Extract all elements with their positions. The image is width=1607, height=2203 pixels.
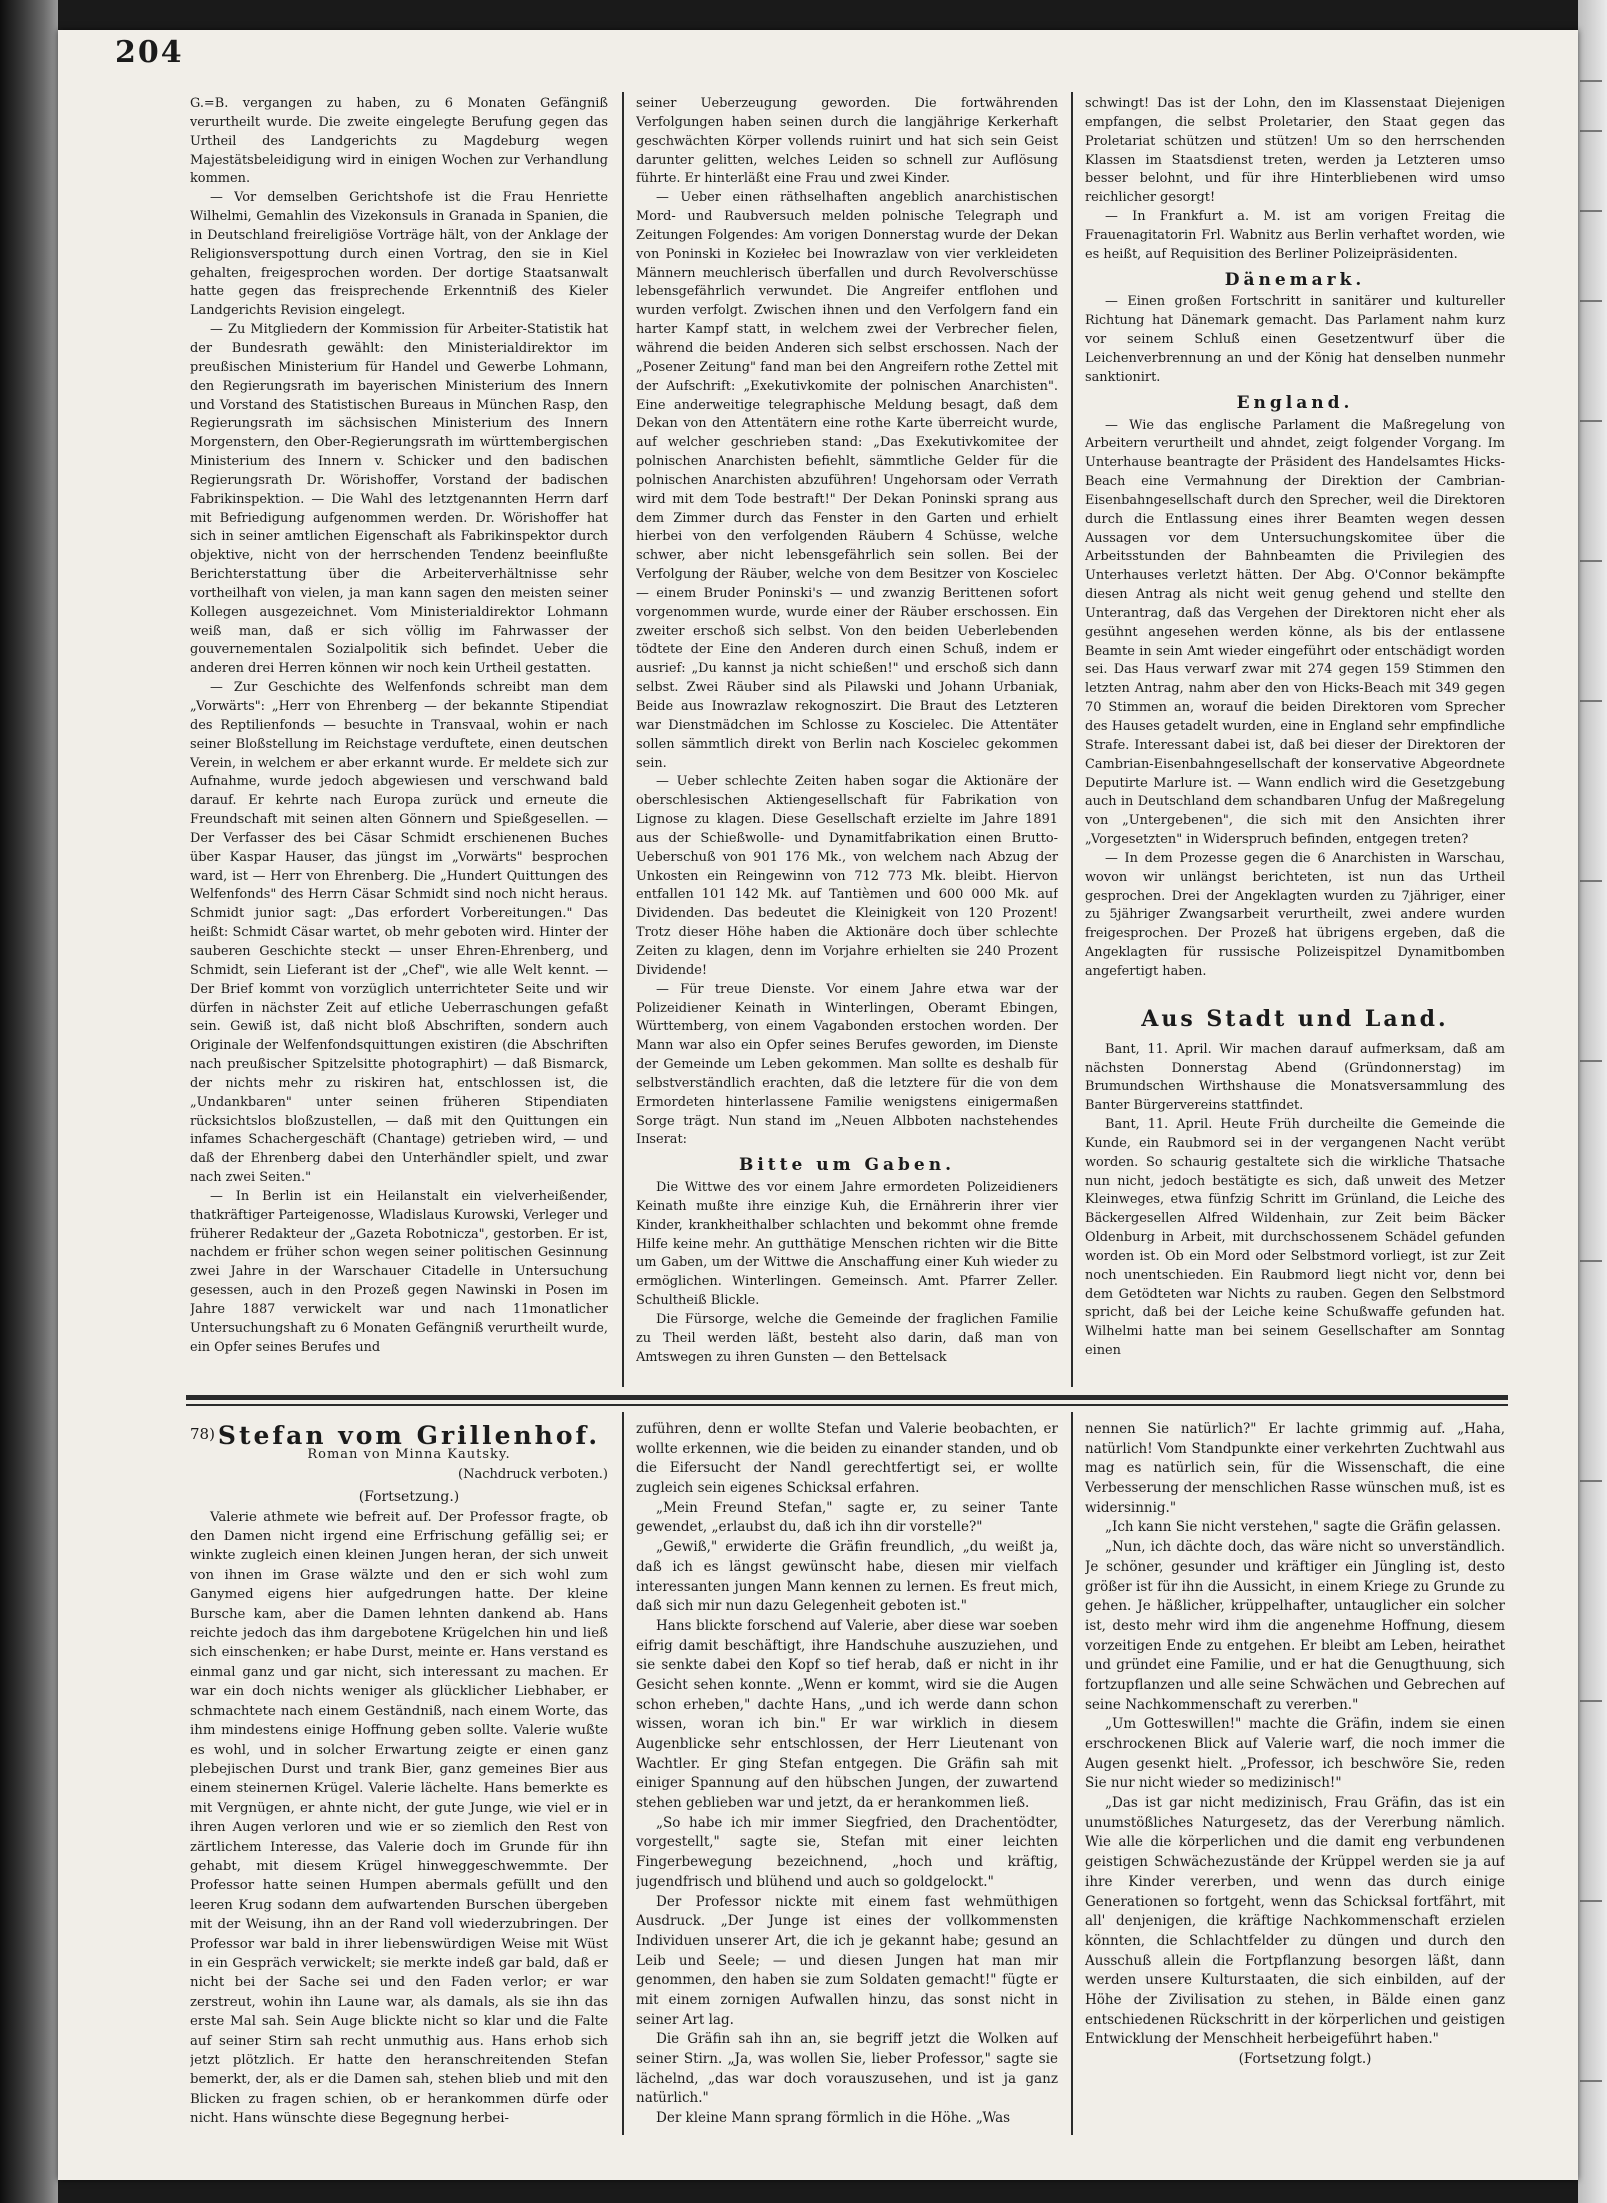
novel-paragraph: „Mein Freund Stefan," sagte er, zu seiner Tante gewendet, „erlaubst du, daß ich ihn dir vorstelle?" xyxy=(636,1499,1058,1536)
novel-column-middle xyxy=(636,1420,1058,2135)
section-heading-local: Aus Stadt und Land. xyxy=(1141,1005,1449,1032)
novel-paragraph: „Nun, ich dächte doch, das wäre nicht so unverständlich. Je schöner, gesunder und kräftiger ein Jüngling ist, desto größer ist für ihn die Aussicht, in einem Kriege zu Grunde zu gehen. Je häßlicher, krüppelhafter, untauglicher ein solcher ist, desto mehr wird ihm die angenehme Hoffnung, diesem vorzeitigen Ende zu entgehen. Er bleibt am Leben, heirathet und gründet eine Familie, und er hat die Genugthuung, sich fortzupflanzen und alle seine Schwächen und Gebrechen auf seine Nachkommenschaft zu vererben." xyxy=(1085,1539,1505,1713)
column-divider xyxy=(1071,1412,1073,2135)
news-item: — Für treue Dienste. Vor einem Jahre etwa war der Polizeidiener Keinath in Winterlingen, Oberamt Ebingen, Württemberg, von einem Vagabonden erstochen worden. Der Mann war also ein Opfer seines Berufes geworden, im Dienste der Gemeinde um Leben gekommen. Man sollte es deshalb für selbstverständlich erachten, daß die letztere für die von dem Ermordeten hinterlassene Familie wenigstens einigermaßen Sorge trägt. Nun stand im „Neuen Albboten nachstehendes Inserat: xyxy=(636,981,1058,1148)
news-item: — In Berlin ist ein Heilanstalt ein vielverheißender, thatkräftiger Parteigenosse, Wladislaus Kurowski, Verleger und früherer Redakteur der „Gazeta Robotnicza", gestorben. Er ist, nachdem er früher schon wegen seiner politischen Gesinnung zwei Jahre in der Warschauer Citadelle in Untersuchung gesessen, auch in den Prozeß gegen Nawinski in Posen im Jahre 1887 verwickelt war und nach 11monatlicher Untersuchungshaft zu 6 Monaten Gefängniß verurtheilt wurde, ein Opfer seines Berufes und xyxy=(190,1188,608,1355)
novel-paragraph: Die Gräfin sah ihn an, sie begriff jetzt die Wolken auf seiner Stirn. „Ja, was wollen Sie, lieber Professor," sagte sie lächelnd, „das war doch vorauszusehen, und ist ja ganz natürlich." xyxy=(636,2031,1058,2107)
news-item: — Wie das englische Parlament die Maßregelung von Arbeitern verurtheilt und ahndet, zeigt folgender Vorgang. Im Unterhause beantragte der Präsident des Handelsamtes Hicks-Beach eine Vermahnung der Direktion der Cambrian-Eisenbahngesellschaft durch den Sprecher, weil die Direktoren durch die Entlassung eines ihrer Beamten wegen dessen Aussagen vor dem Untersuchungskomitee über die Arbeitsstunden der Bahnbeamten die Privilegien des Unterhauses verletzt hätten. Der Abg. O'Connor bekämpfte diesen Antrag als nicht weit genug gehend und stellte den Unterantrag, daß das Vergehen der Direktoren nicht eher als gesühnt angesehen werden könne, als bis der entlassene Beamte in sein Amt wieder eingeführt oder entschädigt worden sei. Das Haus verwarf zwar mit 274 gegen 159 Stimmen den letzten Antrag, nahm aber den von Hicks-Beach mit 349 gegen 70 Stimmen an, worauf die beiden Direktoren vom Sprecher des Hauses getadelt wurden, eine in England sehr empfindliche Strafe. Interessant dabei ist, daß bei dieser der Direktoren der Cambrian-Eisenbahngesellschaft der konservative Abgeordnete Deputirte Marlure ist. — Wann endlich wird die Gesetzgebung auch in Deutschland dem schandbaren Unfug der Maßregelung von „Untergebenen", die sich mit den Ansichten ihrer „Vorgesetzten" in Widerspruch befinden, entgegen treten? xyxy=(1085,417,1505,848)
news-item: Bant, 11. April. Wir machen darauf aufmerksam, daß am nächsten Donnerstag Abend (Gründonnerstag) im Brumundschen Wirthshause die Monatsversammlung des Banter Bürgervereins stattfindet. xyxy=(1085,1041,1505,1114)
news-column-right xyxy=(1085,95,1505,1383)
news-item: — Zu Mitgliedern der Kommission für Arbeiter-Statistik hat der Bundesrath gewählt: den Ministerialdirektor im preußischen Ministerium für Handel und Gewerbe Lohmann, den Regierungsrath im bayerischen Ministerium des Innern und Vorstand des Statistischen Bureaus in München Rasp, den Regierungsrath im sächsischen Ministerium des Innern Morgenstern, den Ober-Regierungsrath im württembergischen Ministerium des Innern v. Schicker und den badischen Regierungsrath Dr. Wörishoffer, Vorstand der badischen Fabrikinspektion. — Die Wahl des letztgenannten Herrn darf mit Befriedigung aufgenommen werden. Dr. Wörishoffer hat sich in seiner amtlichen Eigenschaft als Fabrikinspektor durch objektive, nicht von der herrschenden Tendenz beeinflußte Berichterstattung über die Arbeiterverhältnisse sehr vortheilhaft von vielen, ja man kann sagen den meisten seiner Kollegen ausgezeichnet. Vom Ministerialdirektor Lohmann weiß man, daß er sich völlig im Fahrwasser der gouvernementalen Sozialpolitik sich befindet. Ueber die anderen drei Herren können wir noch kein Urtheil gestatten. xyxy=(190,322,608,677)
news-column-left xyxy=(190,95,608,1383)
news-item: Bant, 11. April. Heute Früh durcheilte die Gemeinde die Kunde, ein Raubmord sei in der vergangenen Nacht verübt worden. So schaurig gestaltete sich die wirkliche Thatsache nun nicht, jedoch bestätigte es sich, daß unweit des Metzer Kleinweges, etwa fünfzig Schritt im Grünland, die Leiche des Bäckergesellen Alfred Wildenhain, zur Zeit beim Bäcker Oldenburg in Arbeit, mit durchschossenem Schädel gefunden worden ist. Ob ein Mord oder Selbstmord vorliegt, ist zur Zeit noch unentschieden. Ein Raubmord liegt nicht vor, denn bei dem Getödteten war Nichts zu rauben. Gegen den Selbstmord spricht, daß bei der Leiche keine Schußwaffe gefunden hat. Wilhelmi hatte man bei seinem Gesellschafter am Sonntag einen xyxy=(1085,1117,1505,1359)
column-divider xyxy=(1071,92,1073,1387)
novel-paragraph: „Um Gotteswillen!" machte die Gräfin, indem sie einen erschrockenen Blick auf Valerie warf, die noch immer die Augen gesenkt hielt. „Professor, ich beschwöre Sie, reden Sie nur nicht wieder so medizinisch!" xyxy=(1085,1716,1505,1792)
next-page-edge xyxy=(1578,0,1607,2203)
feuilleton-divider-thin xyxy=(186,1404,1508,1406)
novel-paragraph: nennen Sie natürlich?" Er lachte grimmig auf. „Haha, natürlich! Vom Standpunkte einer verkehrten Zuchtwahl aus mag es natürlich sein, für die Wissenschaft, die eine Verbesserung der menschlichen Rasse wünschen muß, ist es widersinnig." xyxy=(1085,1421,1505,1516)
news-item: G.=B. vergangen zu haben, zu 6 Monaten Gefängniß verurtheilt wurde. Die zweite eingelegte Berufung gegen das Urtheil des Landgerichts zu Magdeburg wegen Majestätsbeleidigung wird in einigen Wochen zur Verhandlung kommen. xyxy=(190,96,608,187)
news-item: — Ueber schlechte Zeiten haben sogar die Aktionäre der oberschlesischen Aktiengesellschaft für Fabrikation von Lignose zu klagen. Diese Gesellschaft erzielte im Jahre 1891 aus der Schießwolle- und Dynamitfabrikation einen Brutto-Ueberschuß von 901 176 Mk., von welchem nach Abzug der Unkosten ein Reingewinn von 712 773 Mk. bleibt. Hiervon entfallen 101 142 Mk. auf Tantièmen und 600 000 Mk. auf Dividenden. Das bedeutet die Kleinigkeit von 120 Prozent! Trotz dieser Höhe haben die Aktionäre doch über schlechte Zeiten zu klagen, denn im Vorjahre erhielten sie 240 Prozent Dividende! xyxy=(636,774,1058,978)
reprint-notice: (Nachdruck verboten.) xyxy=(458,1466,608,1482)
novel-column-right xyxy=(1085,1420,1505,2135)
continuation-label: (Fortsetzung.) xyxy=(358,1489,460,1506)
novel-title: Stefan vom Grillenhof. xyxy=(217,1421,601,1450)
novel-paragraph: „Das ist gar nicht medizinisch, Frau Gräfin, das ist ein unumstößliches Naturgesetz, das der Vererbung nämlich. Wie alle die körperlichen und die damit eng verbundenen geistigen Schwächezustände der Krüppel werden sie ja auf ihre Kinder vererben, und wenn das durch einige Generationen so fortgeht, wenn das Schicksal fortfährt, mit all' denjenigen, die kräftige Nachkommenschaft erzielen könnten, die Schlachtfelder zu düngen und durch den Ausschuß allein die Fortpflanzung besorgen läßt, dann werden unsere Kulturstaaten, die sich einbilden, auf der Höhe der Zivilisation zu stehen, in Bälde einen ganz entschiedenen Rückschritt in der körperlichen und geistigen Entwicklung der Menschheit herbeigeführt haben." xyxy=(1085,1795,1505,2048)
installment-number: 78) xyxy=(190,1425,215,1443)
novel-column-left xyxy=(190,1420,608,2135)
column-divider xyxy=(622,1412,624,2135)
novel-paragraph: „So habe ich mir immer Siegfried, den Drachentödter, vorgestellt," sagte sie, Stefan mit einer leichten Fingerbewegung bezeichnend, „hoch und kräftig, jugendfrisch und blühend und auch so goldgelockt." xyxy=(636,1814,1058,1890)
novel-paragraph: zuführen, denn er wollte Stefan und Valerie beobachten, er wollte erkennen, wie die beiden zu einander standen, und ob die Eifersucht der Nandl gerechtfertigt sei, er wollte zugleich sein eigenes Schicksal erfahren. xyxy=(636,1421,1058,1497)
news-item: — In dem Prozesse gegen die 6 Anarchisten in Warschau, wovon wir unlängst berichteten, ist nun das Urtheil gesprochen. Drei der Angeklagten wurden zu 7jähriger, einer zu 5jähriger Zwangsarbeit verurtheilt, zwei andere wurden freigesprochen. Der Prozeß hat übrigens ergeben, daß die Angeklagten für russische Polizeispitzel Dynamitbomben angefertigt haben. xyxy=(1085,850,1505,979)
advertisement-heading: Bitte um Gaben. xyxy=(738,1155,956,1176)
news-item: — Zur Geschichte des Welfenfonds schreibt man dem „Vorwärts": „Herr von Ehrenberg — der bekannte Stipendiat des Reptilienfonds — besuchte in Transvaal, wohin er nach seiner Bloßstellung im Reichstage verduftete, einen deutschen Verein, in welchem er aber erkannt wurde. Er meldete sich zur Aufnahme, wurde jedoch abgewiesen und verschwand bald darauf. Er kehrte nach Europa zurück und erneute die Freundschaft mit seinen alten Gönnern und Spießgesellen. — Der Verfasser des bei Cäsar Schmidt erschienenen Buches über Kaspar Hauser, das jüngst im „Vorwärts" besprochen ward, ist — Herr von Ehrenberg. Die „Hundert Quittungen des Welfenfonds" des Herrn Cäsar Schmidt sind noch nicht heraus. Schmidt junior sagt: „Das erfordert Vorbereitungen." Das heißt: Schmidt Cäsar wartet, ob mehr geboten wird. Hinter der sauberen Geschichte steckt — unser Ehren-Ehrenberg, und Schmidt, sein Lieferant ist der „Chef", wie alle Welt kennt. — Der Brief kommt von vorzüglich unterrichteter Seite und wir dürfen in nächster Zeit auf etliche Ueberraschungen gefaßt sein. Gewiß ist, daß nicht bloß Abschriften, sondern auch Originale der Welfenfondsquittungen existiren (die Abschriften nach preußischer Spitzelsitte photographirt) — daß Bismarck, der nichts mehr zu riskiren hat, entschlossen ist, die „Undankbaren" unter seinen früheren Stipendiaten rücksichtslos bloßzustellen, — daß mit den Quittungen ein infames Schachergeschäft (Chantage) getrieben wird, — und daß der Ehrenberg dabei den Unterhändler spielt, und zwar nach zwei Seiten." xyxy=(190,680,608,1186)
news-item: Die Fürsorge, welche die Gemeinde der fraglichen Familie zu Theil werden läßt, besteht also darin, daß man von Amtswegen zu ihren Gunsten — den Bettelsack xyxy=(636,1312,1058,1365)
news-item: — Vor demselben Gerichtshofe ist die Frau Henriette Wilhelmi, Gemahlin des Vizekonsuls in Granada in Spanien, die in Deutschland freireligiöse Vorträge hält, von der Anklage der Religionsverspottung durch einen Vortrag, den sie in Kiel gehalten, freigesprochen worden. Der dortige Staatsanwalt hatte gegen das freisprechende Erkenntniß des Kieler Landgerichts Revision eingelegt. xyxy=(190,190,608,319)
to-be-continued-label: (Fortsetzung folgt.) xyxy=(1238,2051,1372,2067)
news-column-middle xyxy=(636,95,1058,1383)
novel-paragraph: Hans blickte forschend auf Valerie, aber diese war soeben eifrig damit beschäftigt, ihre Handschuhe auszuziehen, und sie senkte dabei den Kopf so tief herab, daß er nicht in ihr Gesicht sehen konnte. „Wenn er kommt, wird sie die Augen schon erheben," dachte Hans, „und ich werde dann schon wissen, woran ich bin." Er war wirklich in diesem Augenblicke sehr entschlossen, der Herr Lieutenant von Wachtler. Er ging Stefan entgegen. Die Gräfin sah mit einiger Spannung auf den hübschen Jungen, der zuwartend stehen geblieben war und jetzt, da er herankommen ließ. xyxy=(636,1617,1058,1812)
novel-paragraph: „Ich kann Sie nicht verstehen," sagte die Gräfin gelassen. xyxy=(1105,1519,1501,1536)
column-divider xyxy=(622,92,624,1387)
novel-paragraph: „Gewiß," erwiderte die Gräfin freundlich, „du weißt ja, daß ich es längst gewünscht habe, diesen mir vielfach interessanten jungen Mann kennen zu lernen. Es freut mich, daß sich mir nun dazu Gelegenheit geboten ist." xyxy=(636,1539,1058,1615)
news-item: — Einen großen Fortschritt in sanitärer und kultureller Richtung hat Dänemark gemacht. Das Parlament nahm kurz vor seinem Schluß einen Gesetzentwurf über die Leichenverbrennung an und der König hat denselben nunmehr sanktionirt. xyxy=(1085,294,1505,385)
news-item: schwingt! Das ist der Lohn, den im Klassenstaat Diejenigen empfangen, die selbst Proletarier, den Staat gegen das Proletariat schützen und stützen! Um so den herrschenden Klassen im Staatsdienst treten, werden ja Letzteren umso besser belohnt, und für ihre Hinterbliebenen wird umso reichlicher gesorgt! xyxy=(1085,96,1505,206)
news-item: — In Frankfurt a. M. ist am vorigen Freitag die Frauenagitatorin Frl. Wabnitz aus Berlin verhaftet worden, wie es heißt, auf Requisition des Berliner Polizeipräsidenten. xyxy=(1085,209,1505,262)
novel-paragraph: Der Professor nickte mit einem fast wehmüthigen Ausdruck. „Der Junge ist eines der vollkommensten Individuen unserer Art, die ich je gekannt habe; gesund an Leib und Seele; — und diesen Jungen hat man mir genommen, den haben sie zum Soldaten gemacht!" fügte er mit einem zornigen Aufwallen hinzu, das sonst nicht in seiner Art lag. xyxy=(636,1893,1058,2028)
news-item: seiner Ueberzeugung geworden. Die fortwährenden Verfolgungen haben seinen durch die langjährige Kerkerhaft geschwächten Körper vollends ruinirt und hat sich sein Geist darunter gelitten, welches Leiden so schnell zur Auflösung führte. Er hinterläßt eine Frau und zwei Kinder. xyxy=(636,96,1058,187)
novel-author: Roman von Minna Kautsky. xyxy=(307,1447,511,1463)
novel-paragraph: Valerie athmete wie befreit auf. Der Professor fragte, ob den Damen nicht irgend eine Erfrischung gefällig sei; er winkte zugleich einen kleinen Jungen heran, der sich unweit von ihnen im Grase wälzte und den er sich wohl zum Ganymed eigens hier aufgedrungen hatte. Der kleine Bursche kam, aber die Damen lehnten dankend ab. Hans reichte jedoch das ihm dargebotene Krügelchen hin und ließ sich einschenken; er habe Durst, meinte er. Hans verstand es einmal ganz und gar nicht, sich interessant zu machen. Er war ein doch nichts weniger als glücklicher Liebhaber, er schmachtete nach einem Geständniß, nach einem Worte, das ihm mindestens einige Hoffnung geben sollte. Valerie wußte es wohl, und in solcher Erwartung zeigte er einen ganz plebejischen Durst und trank Bier, ganz gemeines Bier aus einem steinernen Krügel. Valerie lächelte. Hans bemerkte es mit Vergnügen, er ahnte nicht, der gute Junge, wie viel er in ihren Augen verloren und wie er so ziemlich den Rest von zärtlichem Interesse, das Valerie doch im Grunde für ihn gehabt, mit diesem Krügel hinweggeschwemmte. Der Professor hatte seinen Humpen abermals gefüllt und den leeren Krug sodann dem aufwartenden Burschen übergeben mit der Weisung, ihn an der Rand voll wiederzubringen. Der Professor war bald in ihrer liebenswürdigen Weise mit Wüst in ein Gespräch verwickelt; sie merkte indeß gar bald, daß er nicht bei der Sache sei und den Faden verlor; er war zerstreut, wohin ihn Laune war, als damals, als sie ihn das erste Mal sah. Sein Auge blickte nicht so klar und die Falte auf seiner Stirn sah recht unmuthig aus. Hans erhob sich jetzt plötzlich. Er hatte den heranschreitenden Stefan bemerkt, der, als er die Damen sah, stehen blieb und mit den Blicken zu fragen schien, ob er herankommen dürfe oder nicht. Hans wünschte diese Begegnung herbei- xyxy=(190,1509,608,2127)
advertisement-text: Die Wittwe des vor einem Jahre ermordeten Polizeidieners Keinath mußte ihre einzige Kuh, die Ernährerin ihrer vier Kinder, krankheithalber schlachten und bekommt ohne fremde Hilfe keine mehr. An gutthätige Menschen richten wir die Bitte um Gaben, um der Wittwe die Anschaffung einer Kuh wieder zu ermöglichen. Winterlingen. Gemeinsch. Amt. Pfarrer Zeller. Schultheiß Blickle. xyxy=(636,1180,1058,1309)
page-number: 204 xyxy=(115,35,184,70)
book-binding-edge xyxy=(0,0,58,2203)
section-heading-england: England. xyxy=(1236,392,1354,413)
feuilleton-divider xyxy=(186,1395,1508,1400)
novel-paragraph: Der kleine Mann sprang förmlich in die Höhe. „Was xyxy=(656,2110,1011,2127)
section-heading-denmark: Dänemark. xyxy=(1224,269,1366,290)
news-item: — Ueber einen räthselhaften angeblich anarchistischen Mord- und Raubversuch melden polnische Telegraph und Zeitungen Folgendes: Am vorigen Donnerstag wurde der Dekan von Poninski in Koziełec bei Inowrazlaw von vier verkleideten Männern meuchlerisch überfallen und durch Revolverschüsse lebensgefährlich verwundet. Die Angreifer entflohen und wurden verfolgt. Zwischen ihnen und den Verfolgern fand ein harter Kampf statt, in welchem zwei der Verbrecher fielen, während die beiden Anderen sich selbst erschossen. Nach der „Posener Zeitung" fand man bei den Angreifern rothe Zettel mit der Aufschrift: „Exekutivkomite der polnischen Anarchisten". Eine anderweitige telegraphische Meldung besagt, daß dem Dekan von den Attentätern eine rothe Karte überreicht wurde, auf welcher geschrieben stand: „Das Exekutivkomitee der polnischen Anarchisten befiehlt, sämmtliche Gelder für die polnischen Anarchisten abzuführen! Ungehorsam oder Verrath wird mit dem Tode bestraft!" Der Dekan Poninski sprang aus dem Zimmer durch das Fenster in den Garten und erhielt hierbei von den verfolgenden Räubern 4 Schüsse, welche schwer, aber nicht lebensgefährlich sein sollen. Bei der Verfolgung der Räuber, welche von dem Besitzer von Koscielec — einem Bruder Poninski's — und zwanzig Berittenen sofort vorgenommen wurde, wurde einer der Räuber erschossen. Ein zweiter erschoß sich selbst. Von den beiden Ueberlebenden tödtete der Eine den Anderen durch einen Schuß, indem er ausrief: „Du kannst ja nicht schießen!" und erschoß sich dann selbst. Zwei Räuber sind als Pilawski und Johann Urbaniak, Beide aus Inowrazlaw rekognoszirt. Die Braut des Letzteren war Dienstmädchen im Schlosse zu Koscielec. Die Attentäter sollen sämmtlich direkt von Berlin nach Koscielec gekommen sein. xyxy=(636,190,1058,771)
